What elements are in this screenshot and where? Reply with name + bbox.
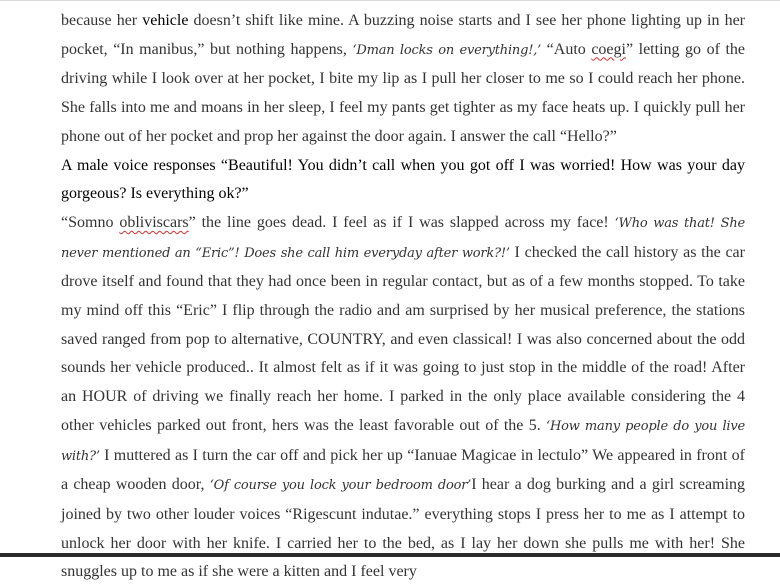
paragraph-3-thought-3: ‘Of course you lock your bedroom door’ [209, 478, 472, 494]
top-divider [0, 0, 780, 1]
paragraph-3 [61, 209, 745, 587]
paragraph-3-thought-2: ‘How many people do you live with?’ [61, 418, 746, 464]
paragraph-3-misspelled-obliviscars[interactable]: obliviscars [119, 213, 189, 231]
story-text-body[interactable] [61, 7, 745, 587]
paragraph-3-text-4: I muttered as I turn the car off and pick her up “Ianuae Magicae in lectulo” We appeared in front of a cheap wooden door, [61, 446, 745, 494]
paragraph-1-text-1: because her [61, 12, 143, 29]
paragraph-1 [61, 7, 745, 152]
paragraph-3-text-1: “Somno [61, 213, 120, 231]
paragraph-1-text-3: “Auto [541, 40, 592, 58]
paragraph-1-thought-1: ‘Dman locks on everything!,’ [352, 42, 542, 58]
paragraph-1-vehicle-word: vehicle [142, 12, 189, 29]
bottom-bar [0, 553, 780, 557]
paragraph-1-misspelled-coegi[interactable]: coegi [591, 40, 626, 58]
paragraph-3-text-5: I hear a dog burking and a girl screaming joined by two other louder voices “Rigescunt indutae.” everything stops I press her to me as I attempt to unlock her door with her knife. I carried her to the bed, as I lay her down she pulls me with her! She snuggles up to me as if she were a kitten and I feel very [61, 476, 746, 581]
paragraph-3-text-3: I checked the call history as the car drove itself and found that they had once been in regular contact, but as of a few months stopped. To take my mind off this “Eric” I flip through the radio and am surprised by her musical preference, the stations saved ranged from pop to alternative, COUNTRY, and even classical! I was also concerned about the odd sounds her vehicle produced.. It almost felt as if it was going to just stop in the middle of the road! After an HOUR of driving we finally reach her home. I parked in the only place available considering the 4 other vehicles parked out front, hers was the least favorable out of the 5. [61, 243, 745, 434]
paragraph-1-text-4: ” letting go of the driving while I look over at her pocket, I bite my lip as I pull her closer to me so I could reach her phone. She falls into me and moans in her sleep, I feel my pants get tighter as my face heats up. I quickly pull her phone out of her pocket and prop her against the door again. I answer the call “Hello?” [61, 40, 746, 145]
paragraph-2: A male voice responses “Beautiful! You didn’t call when you got off I was worried! How was your day gorgeous? Is everything ok?” [61, 156, 745, 203]
paragraph-3-text-2: ” the line goes dead. I feel as if I was slapped across my face! [188, 213, 615, 231]
paragraph-3-thought-1: ‘Who was that! She never mentioned an “Eric”! Does she call him everyday after work?!’ [61, 215, 745, 261]
paragraph-1-text-2: doesn’t shift like mine. A buzzing noise starts and I see her phone lighting up in her pocket, “In manibus,” but nothing happens, [61, 12, 745, 58]
